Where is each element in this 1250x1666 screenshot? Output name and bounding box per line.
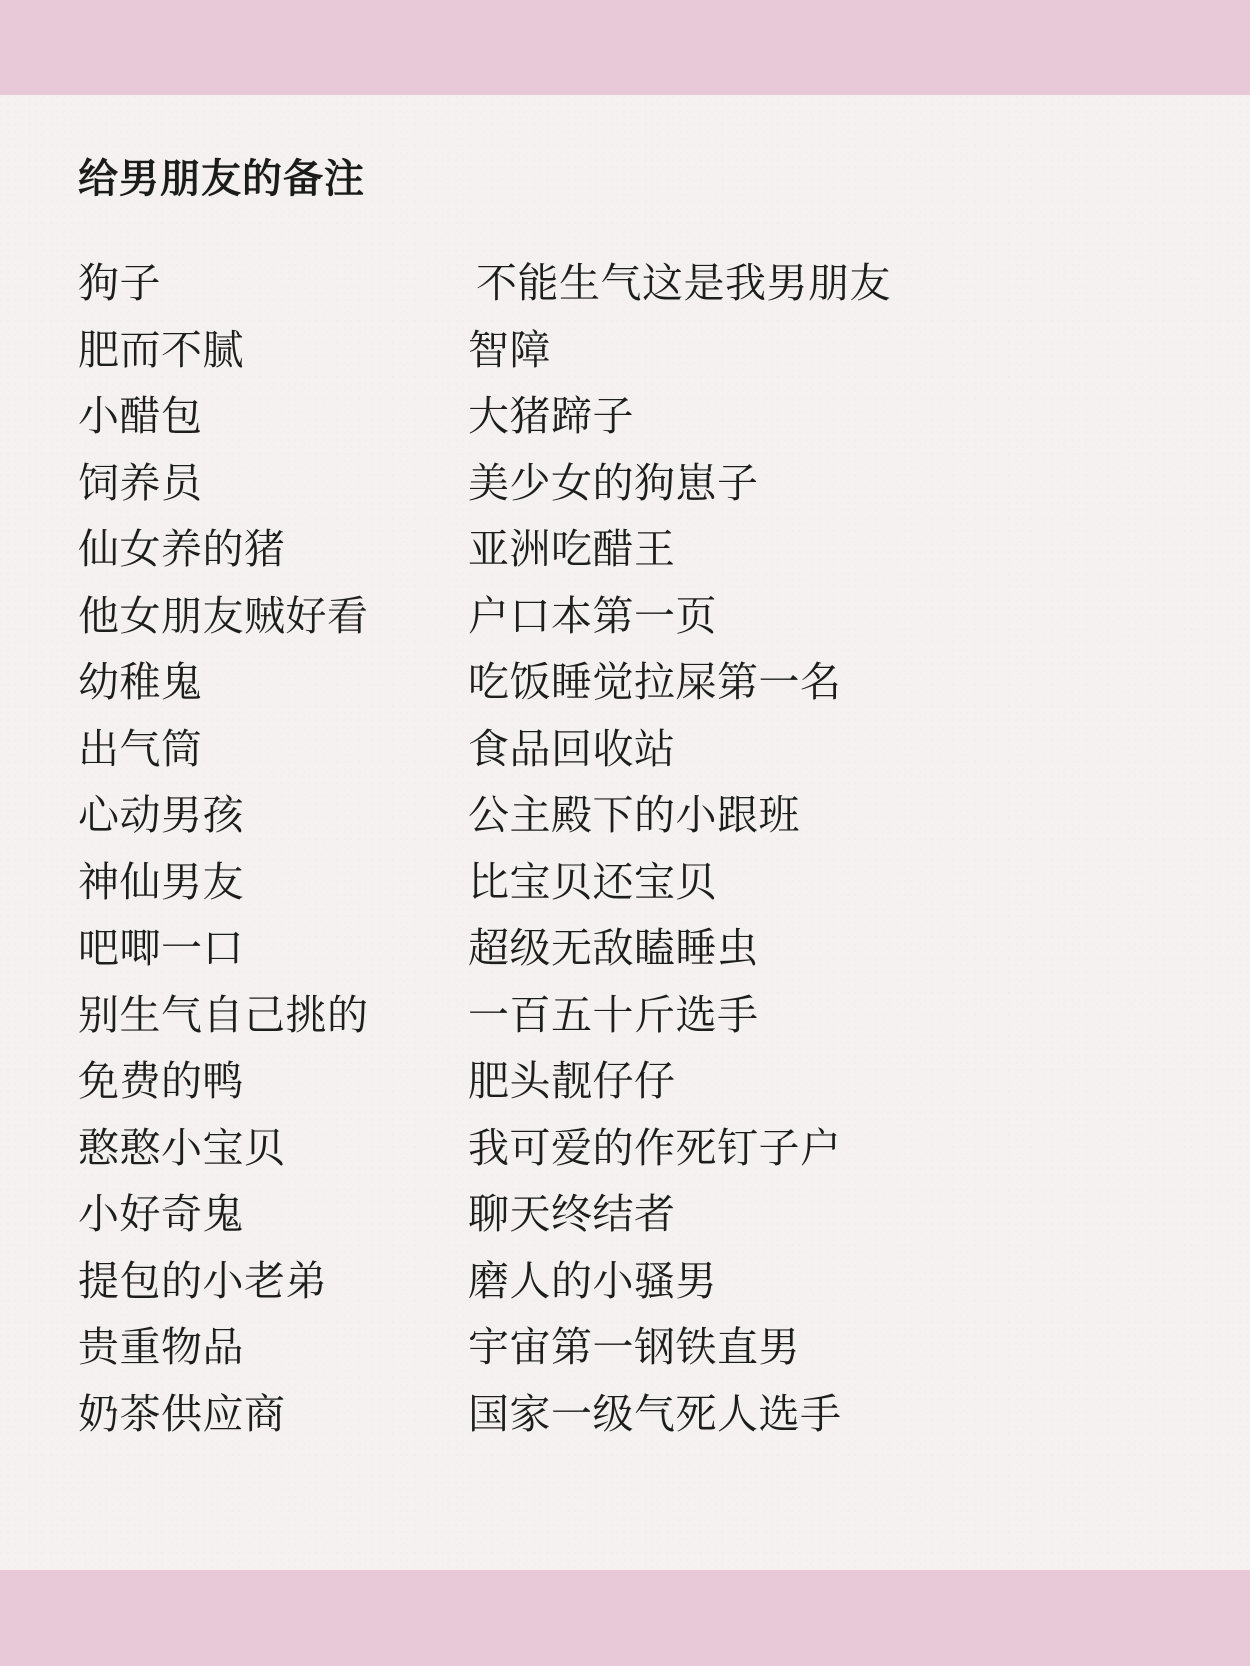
list-item	[78, 849, 1168, 916]
nickname-right: 不能生气这是我男朋友	[476, 260, 891, 306]
nickname-left: 幼稚鬼	[78, 659, 203, 705]
nickname-right: 比宝贝还宝贝	[468, 858, 717, 905]
list-item	[78, 1381, 1168, 1448]
nickname-left: 他女朋友贼好看	[78, 592, 369, 639]
nickname-right: 美少女的狗崽子	[468, 459, 759, 506]
list-item	[78, 915, 1168, 982]
nickname-left: 出气筒	[78, 725, 203, 772]
list-item	[78, 383, 1168, 450]
nickname-left: 憨憨小宝贝	[78, 1124, 286, 1171]
nickname-right: 宇宙第一钢铁直男	[468, 1324, 800, 1370]
nickname-left: 小好奇鬼	[78, 1191, 244, 1237]
nickname-left: 饲养员	[78, 459, 203, 506]
list-item	[78, 1314, 1168, 1381]
note-card	[0, 95, 1250, 1570]
list-item	[78, 1248, 1168, 1315]
nickname-left: 提包的小老弟	[78, 1257, 327, 1304]
list-item	[78, 716, 1168, 783]
nickname-right: 肥头靓仔仔	[468, 1058, 676, 1104]
nickname-left: 贵重物品	[78, 1324, 244, 1370]
nickname-right: 聊天终结者	[468, 1191, 676, 1237]
list-item	[78, 450, 1168, 517]
list-item	[78, 782, 1168, 849]
nickname-right: 公主殿下的小跟班	[468, 792, 800, 838]
list-item	[78, 250, 1168, 317]
nickname-left: 肥而不腻	[78, 326, 244, 373]
nickname-right: 大猪蹄子	[468, 393, 634, 439]
nickname-right: 超级无敌瞌睡虫	[468, 925, 759, 971]
list-item	[78, 1115, 1168, 1182]
nickname-right: 智障	[468, 326, 551, 373]
nickname-right: 国家一级气死人选手	[468, 1390, 842, 1437]
list-item	[78, 317, 1168, 384]
nickname-left: 免费的鸭	[78, 1058, 244, 1104]
nickname-left: 别生气自己挑的	[78, 991, 369, 1038]
nickname-right: 一百五十斤选手	[468, 991, 759, 1038]
list-item	[78, 583, 1168, 650]
nickname-left: 仙女养的猪	[78, 526, 286, 572]
nickname-right: 户口本第一页	[468, 592, 717, 639]
list-item	[78, 1048, 1168, 1115]
list-item	[78, 649, 1168, 716]
nickname-left: 小醋包	[78, 393, 203, 439]
list-item	[78, 516, 1168, 583]
nickname-right: 我可爱的作死钉子户	[468, 1124, 842, 1171]
nickname-right: 亚洲吃醋王	[468, 526, 676, 572]
nickname-right: 吃饭睡觉拉屎第一名	[468, 659, 842, 705]
list-item	[78, 982, 1168, 1049]
nickname-left: 吧唧一口	[78, 925, 244, 971]
nickname-list	[78, 250, 1168, 1447]
page-title: 给男朋友的备注	[78, 157, 365, 201]
nickname-left: 奶茶供应商	[78, 1390, 286, 1437]
nickname-right: 磨人的小骚男	[468, 1257, 717, 1304]
nickname-right: 食品回收站	[468, 725, 676, 772]
nickname-left: 狗子	[78, 260, 161, 306]
nickname-left: 心动男孩	[78, 792, 244, 838]
nickname-left: 神仙男友	[78, 858, 244, 905]
list-item	[78, 1181, 1168, 1248]
